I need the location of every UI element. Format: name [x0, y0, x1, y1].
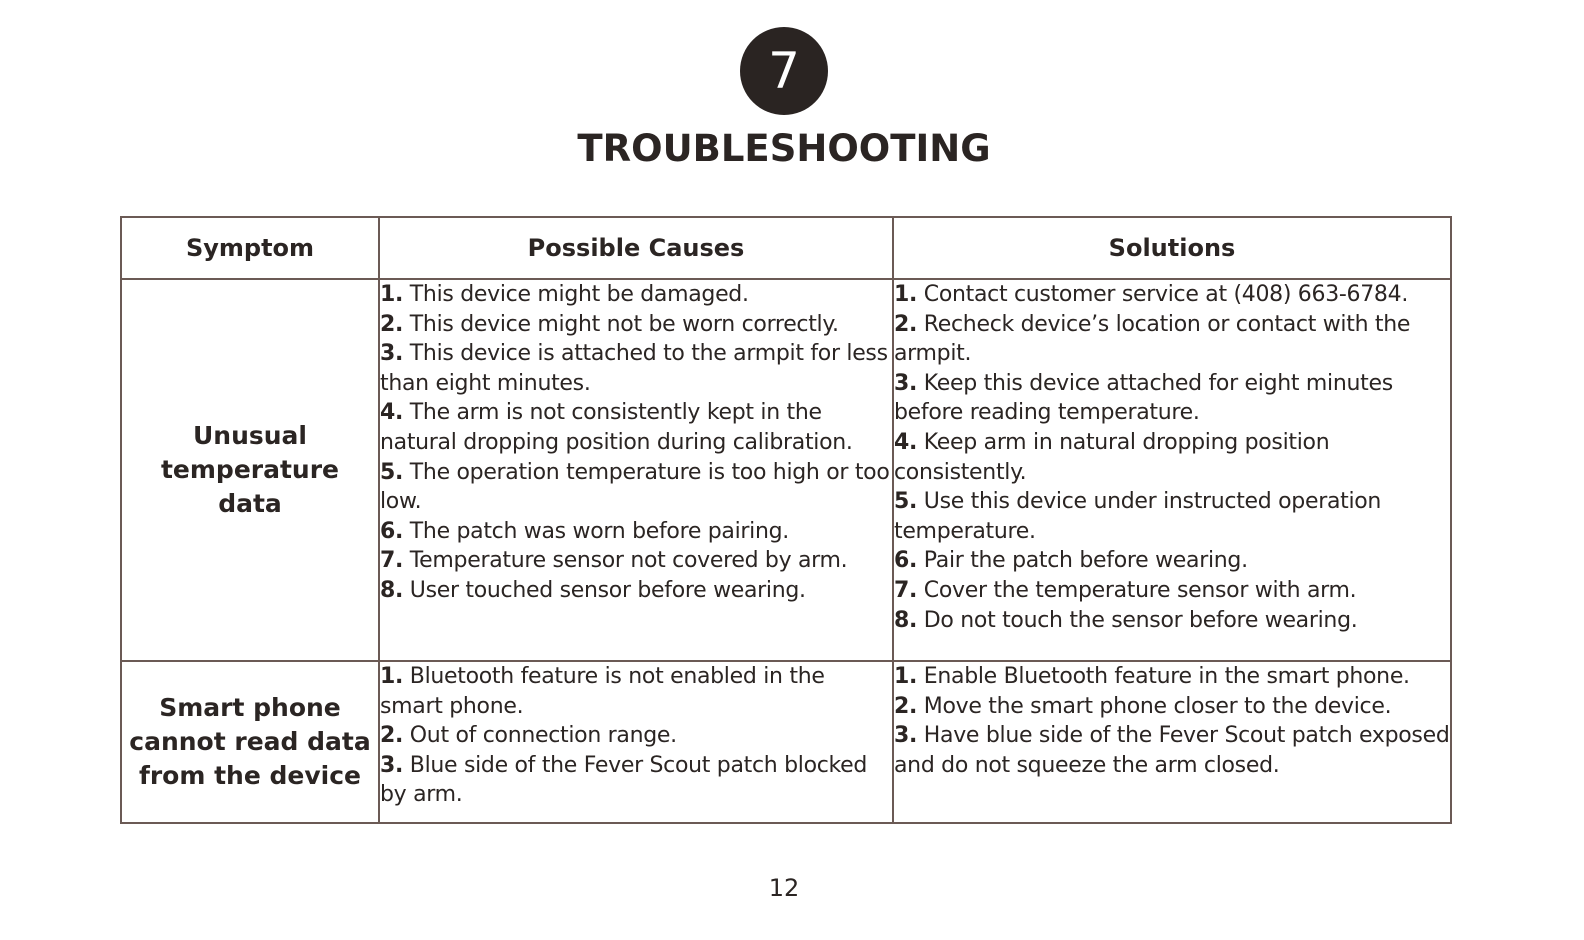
- causes-list: [380, 280, 892, 606]
- chapter-number-badge: [740, 27, 828, 115]
- causes-cell: [379, 661, 893, 823]
- solutions-cell: [893, 661, 1451, 823]
- list-item: 3. Have blue side of the Fever Scout patch exposed and do not squeeze the arm closed.: [894, 723, 1450, 778]
- header-possible-causes: Possible Causes: [379, 217, 893, 279]
- causes-cell: [379, 279, 893, 661]
- list-item: 7. Temperature sensor not covered by arm.: [380, 548, 848, 574]
- list-item: 5. The operation temperature is too high or too low.: [380, 459, 890, 515]
- list-item: 8. Do not touch the sensor before wearing.: [894, 607, 1358, 633]
- solutions-list: [894, 280, 1450, 635]
- list-item: 2. This device might not be worn correctly.: [380, 311, 839, 337]
- table-header-row: [121, 217, 1451, 279]
- list-item: 5. Use this device under instructed operation temperature.: [894, 489, 1382, 544]
- list-item: 2. Move the smart phone closer to the device.: [894, 693, 1392, 719]
- list-item: 3. This device is attached to the armpit for less than eight minutes.: [380, 341, 888, 396]
- solutions-list: [894, 662, 1450, 780]
- list-item: 1. Bluetooth feature is not enabled in the smart phone.: [380, 664, 825, 719]
- list-item: 6. Pair the patch before wearing.: [894, 548, 1248, 574]
- symptom-cell: Unusual temperature data: [121, 279, 379, 661]
- chapter-number: 7: [768, 42, 800, 100]
- troubleshooting-table: [120, 216, 1452, 824]
- list-item: 1. This device might be damaged.: [380, 282, 749, 307]
- list-item: 4. The arm is not consistently kept in the natural dropping position during calibration.: [380, 400, 853, 455]
- table-row: [121, 661, 1451, 823]
- page-number: 12: [768, 874, 800, 902]
- solutions-cell: [893, 279, 1451, 661]
- list-item: 1. Contact customer service at (408) 663-6784.: [894, 282, 1409, 307]
- symptom-cell: Smart phone cannot read data from the device: [121, 661, 379, 823]
- table-row: [121, 279, 1451, 661]
- header-solutions: Solutions: [893, 217, 1451, 279]
- list-item: 2. Out of connection range.: [380, 723, 677, 749]
- list-item: 3. Blue side of the Fever Scout patch blocked by arm.: [380, 752, 868, 808]
- causes-list: [380, 662, 892, 810]
- list-item: 3. Keep this device attached for eight minutes before reading temperature.: [894, 370, 1393, 426]
- page-title: TROUBLESHOOTING: [577, 127, 991, 170]
- list-item: 4. Keep arm in natural dropping position consistently.: [894, 429, 1330, 485]
- list-item: 7. Cover the temperature sensor with arm.: [894, 577, 1357, 603]
- list-item: 6. The patch was worn before pairing.: [380, 518, 789, 544]
- list-item: 2. Recheck device’s location or contact with the armpit.: [894, 311, 1411, 367]
- list-item: 1. Enable Bluetooth feature in the smart phone.: [894, 664, 1410, 689]
- list-item: 8. User touched sensor before wearing.: [380, 577, 806, 603]
- header-symptom: Symptom: [121, 217, 379, 279]
